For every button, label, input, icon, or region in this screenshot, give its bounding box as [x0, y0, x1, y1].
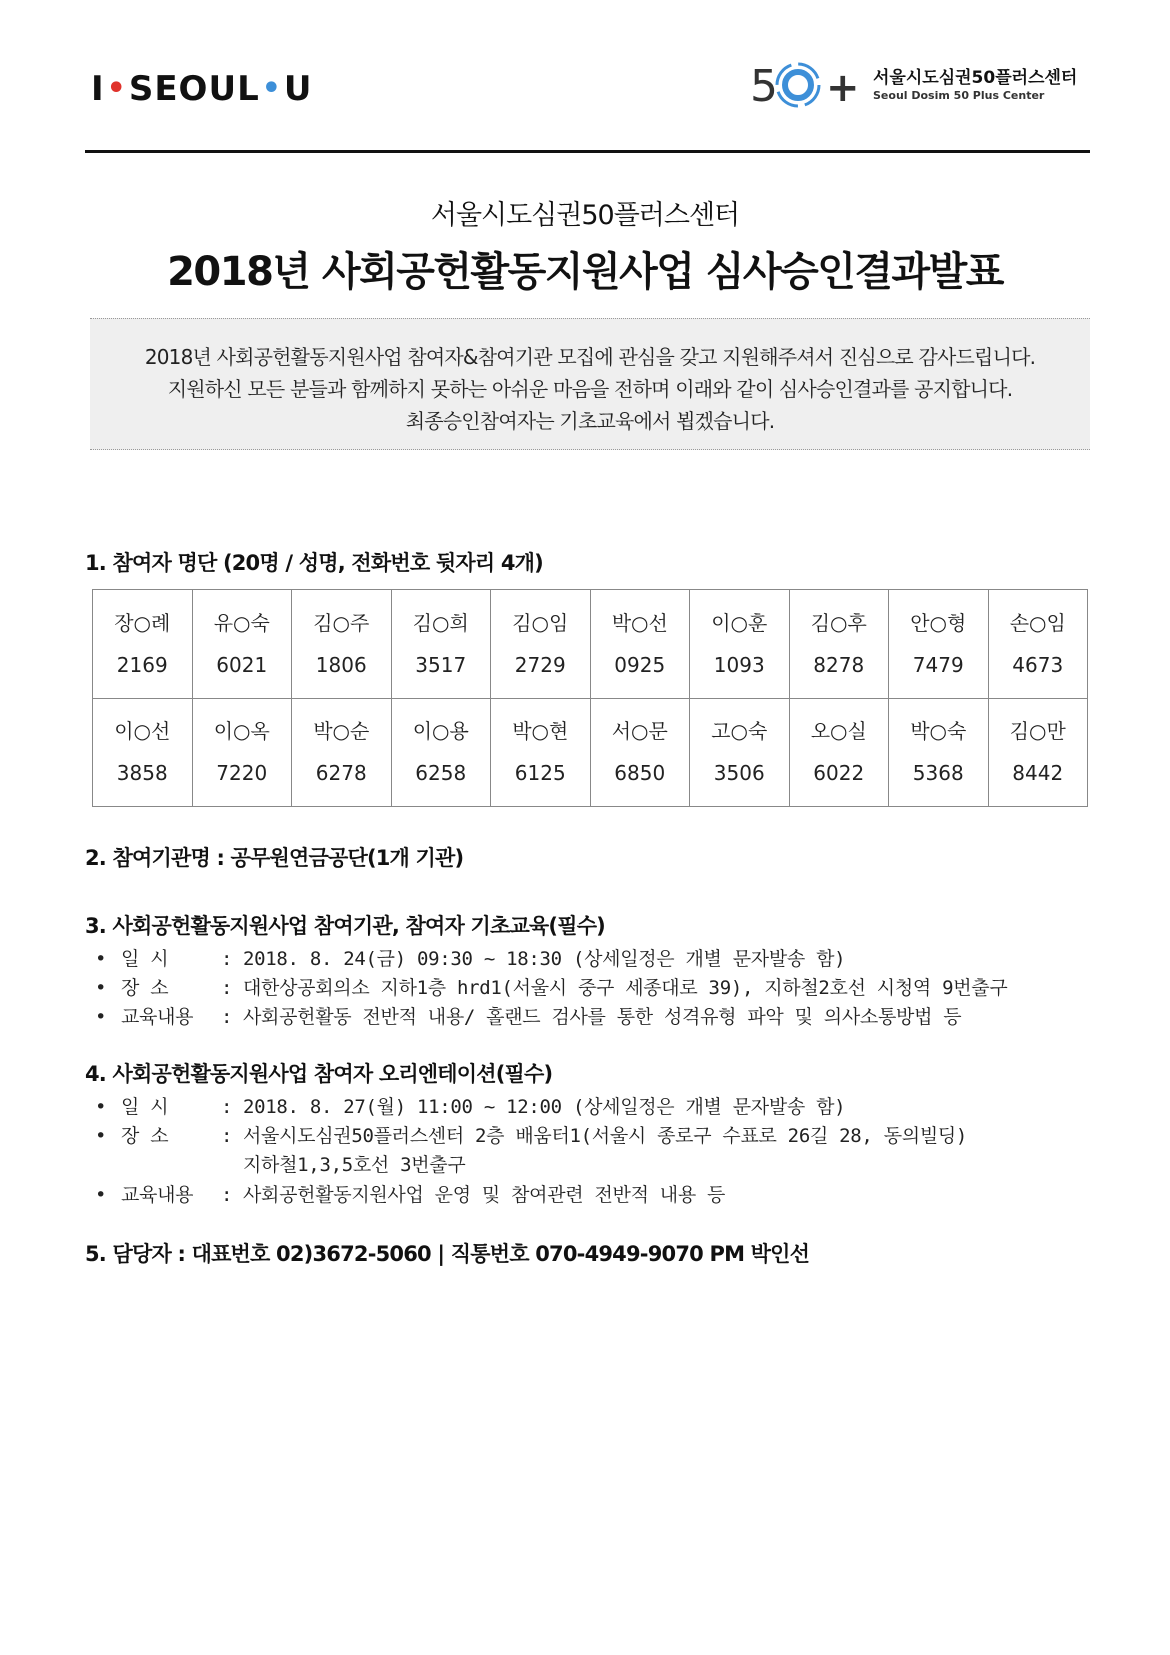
participant-cell — [93, 590, 193, 699]
field-label: 장 소 — [121, 977, 169, 999]
table-row — [93, 590, 1088, 699]
participant-table — [92, 589, 1088, 807]
bullet: • — [95, 1006, 107, 1028]
participant-phone-digits: 6850 — [614, 761, 666, 786]
field-label: 교육내용 — [121, 1184, 194, 1206]
participant-cell — [192, 698, 292, 807]
participant-name: 손○임 — [1009, 610, 1066, 635]
participant-cell — [491, 590, 591, 699]
participant-phone-digits: 8278 — [813, 652, 865, 677]
participant-phone-digits: 7220 — [216, 761, 268, 786]
participant-name: 이○훈 — [711, 610, 768, 635]
field-colon: : — [221, 1096, 233, 1118]
participant-cell — [93, 698, 193, 807]
bullet: • — [95, 1096, 107, 1118]
participant-phone-digits: 6125 — [514, 761, 566, 786]
participant-cell — [889, 590, 989, 699]
participant-name: 안○형 — [910, 610, 967, 635]
center-name: 서울시도심권50플러스센터 — [873, 68, 1078, 88]
field-value: 지하철1,3,5호선 3번출구 — [243, 1154, 466, 1176]
logo-letter-u: U — [283, 69, 313, 109]
participant-name: 박○선 — [611, 610, 668, 635]
participant-name: 김○희 — [412, 610, 469, 635]
participant-cell — [988, 590, 1088, 699]
participant-cell — [491, 698, 591, 807]
participant-cell — [690, 698, 790, 807]
header-divider — [85, 150, 1090, 153]
participant-phone-digits: 3517 — [415, 652, 467, 677]
section-1-heading: 1. 참여자 명단 (20명 / 성명, 전화번호 뒷자리 4개) — [85, 551, 543, 575]
participant-name: 이○옥 — [213, 719, 270, 744]
participant-cell — [391, 590, 491, 699]
logo-word-seoul: SEOUL — [128, 69, 260, 109]
participant-cell — [391, 698, 491, 807]
participant-cell — [292, 698, 392, 807]
participant-name: 유○숙 — [213, 610, 270, 635]
participant-cell — [292, 590, 392, 699]
field-colon: : — [221, 1125, 233, 1147]
participant-cell — [789, 698, 889, 807]
field-colon: : — [221, 1184, 233, 1206]
logo-plus: + — [826, 65, 860, 111]
logo-five: 5 — [750, 61, 778, 112]
participant-name: 김○주 — [313, 610, 370, 635]
location-continuation-line — [95, 1150, 465, 1177]
field-label: 일 시 — [121, 1096, 169, 1118]
participant-cell — [590, 590, 690, 699]
field-label: 교육내용 — [121, 1006, 194, 1028]
participant-name: 박○현 — [512, 719, 569, 744]
participant-name: 이○선 — [114, 719, 171, 744]
schedule-line — [95, 1092, 845, 1119]
participant-cell — [789, 590, 889, 699]
participant-cell — [988, 698, 1088, 807]
participant-cell — [192, 590, 292, 699]
field-value: 사회공헌활동지원사업 운영 및 참여관련 전반적 내용 등 — [243, 1184, 726, 1206]
content-line — [95, 1180, 725, 1207]
fifty-plus-logo-icon — [750, 57, 868, 113]
participant-phone-digits: 1806 — [315, 652, 367, 677]
participant-phone-digits: 6278 — [315, 761, 367, 786]
participant-phone-digits: 3506 — [713, 761, 765, 786]
logo-blue-dot: • — [261, 71, 282, 106]
participant-name: 서○문 — [611, 719, 668, 744]
logo-letter-i: I — [91, 69, 105, 109]
table-row — [93, 698, 1088, 807]
participant-cell — [690, 590, 790, 699]
notice-line: 최종승인참여자는 기초교육에서 뵙겠습니다. — [405, 409, 775, 433]
location-line — [95, 973, 1007, 1000]
field-value: 2018. 8. 27(월) 11:00 ~ 12:00 (상세일정은 개별 문자발송 함) — [243, 1096, 846, 1118]
participant-phone-digits: 1093 — [713, 652, 765, 677]
participant-name: 장○례 — [114, 610, 171, 635]
participant-phone-digits: 3858 — [116, 761, 168, 786]
field-value: 서울시도심권50플러스센터 2층 배움터1(서울시 종로구 수표로 26길 28, 동의빌딩) — [243, 1125, 968, 1147]
participant-name: 김○만 — [1009, 719, 1066, 744]
center-logo — [750, 55, 1090, 115]
participant-phone-digits: 2169 — [116, 652, 168, 677]
bullet: • — [95, 977, 107, 999]
participant-name: 오○실 — [810, 719, 867, 744]
section-5-heading: 5. 담당자 : 대표번호 02)3672-5060 | 직통번호 070-4949-9070 PM 박인선 — [85, 1242, 810, 1266]
participant-phone-digits: 6258 — [415, 761, 467, 786]
field-colon: : — [221, 1006, 233, 1028]
i-seoul-u-logo — [91, 69, 313, 109]
section-2-heading: 2. 참여기관명 : 공무원연금공단(1개 기관) — [85, 846, 464, 870]
participant-phone-digits: 4673 — [1012, 652, 1064, 677]
section-3-heading: 3. 사회공헌활동지원사업 참여기관, 참여자 기초교육(필수) — [85, 914, 605, 938]
bullet: • — [95, 1125, 107, 1147]
center-name-en: Seoul Dosim 50 Plus Center — [873, 89, 1045, 102]
participant-phone-digits: 6022 — [813, 761, 865, 786]
field-label: 일 시 — [121, 948, 169, 970]
participant-phone-digits: 5368 — [912, 761, 964, 786]
participant-cell — [889, 698, 989, 807]
field-colon: : — [221, 948, 233, 970]
bullet: • — [95, 948, 107, 970]
field-label: 장 소 — [121, 1125, 169, 1147]
field-value: 2018. 8. 24(금) 09:30 ~ 18:30 (상세일정은 개별 문자발송 함) — [243, 948, 846, 970]
participant-phone-digits: 0925 — [614, 652, 666, 677]
notice-line: 2018년 사회공헌활동지원사업 참여자&참여기관 모집에 관심을 갖고 지원해주셔서 진심으로 감사드립니다. — [144, 345, 1036, 369]
participant-name: 박○숙 — [910, 719, 967, 744]
participant-phone-digits: 8442 — [1012, 761, 1064, 786]
participant-name: 김○후 — [810, 610, 867, 635]
notice-line: 지원하신 모든 분들과 함께하지 못하는 아쉬운 마음을 전하며 이래와 같이 심사승인결과를 공지합니다. — [167, 377, 1013, 401]
notice-box — [90, 318, 1090, 450]
participant-name: 이○용 — [412, 719, 469, 744]
participant-name: 김○임 — [512, 610, 569, 635]
participant-phone-digits: 6021 — [216, 652, 268, 677]
page-header — [85, 55, 1090, 115]
doc-subtitle: 서울시도심권50플러스센터 — [430, 200, 740, 231]
location-line — [95, 1121, 967, 1148]
content-line — [95, 1002, 961, 1029]
participant-phone-digits: 2729 — [514, 652, 566, 677]
participant-name: 고○숙 — [711, 719, 768, 744]
doc-title: 2018년 사회공헌활동지원사업 심사승인결과발표 — [167, 249, 1003, 295]
schedule-line — [95, 944, 845, 971]
participant-cell — [590, 698, 690, 807]
field-value: 사회공헌활동 전반적 내용/ 홀랜드 검사를 통한 성격유형 파악 및 의사소통방법 등 — [243, 1006, 962, 1028]
participant-phone-digits: 7479 — [912, 652, 964, 677]
section-4-heading: 4. 사회공헌활동지원사업 참여자 오리엔테이션(필수) — [85, 1062, 553, 1086]
logo-zero-ring — [785, 72, 811, 98]
field-value: 대한상공회의소 지하1층 hrd1(서울시 중구 세종대로 39), 지하철2호선 시청역 9번출구 — [243, 977, 1008, 999]
logo-red-dot: • — [106, 71, 127, 106]
participant-name: 박○순 — [313, 719, 370, 744]
bullet: • — [95, 1184, 107, 1206]
field-colon: : — [221, 977, 233, 999]
